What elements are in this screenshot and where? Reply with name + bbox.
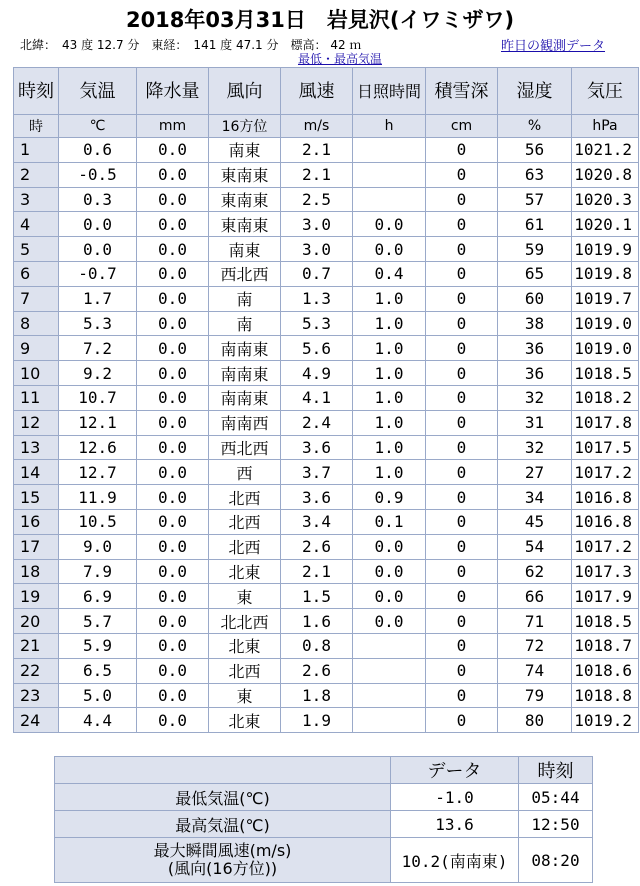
cell-sunshine: 1.0 (353, 410, 426, 435)
cell-precipitation: 0.0 (137, 460, 209, 485)
cell-hour: 7 (14, 286, 59, 311)
summary-row-max-gust (55, 838, 593, 883)
cell-wind-direction: 北西 (209, 509, 281, 534)
cell-pressure: 1020.8 (572, 162, 639, 187)
cell-wind-direction: 北東 (209, 559, 281, 584)
cell-precipitation: 0.0 (137, 584, 209, 609)
cell-temperature: 12.6 (59, 435, 137, 460)
cell-pressure: 1017.3 (572, 559, 639, 584)
cell-hour: 17 (14, 534, 59, 559)
table-row (14, 261, 639, 286)
cell-wind-direction: 北北西 (209, 609, 281, 634)
cell-pressure: 1018.6 (572, 658, 639, 683)
cell-precipitation: 0.0 (137, 261, 209, 286)
cell-humidity: 62 (498, 559, 572, 584)
summary-header-row (55, 757, 593, 784)
cell-snow-depth: 0 (426, 683, 498, 708)
cell-humidity: 32 (498, 385, 572, 410)
cell-precipitation: 0.0 (137, 138, 209, 163)
cell-wind-speed: 2.1 (281, 162, 353, 187)
cell-precipitation: 0.0 (137, 237, 209, 262)
cell-hour: 21 (14, 633, 59, 658)
cell-pressure: 1019.7 (572, 286, 639, 311)
cell-pressure: 1018.2 (572, 385, 639, 410)
summary-label: 最高気温(℃) (55, 811, 391, 838)
header-row (14, 68, 639, 115)
cell-pressure: 1017.9 (572, 584, 639, 609)
cell-hour: 18 (14, 559, 59, 584)
cell-humidity: 65 (498, 261, 572, 286)
cell-wind-speed: 0.8 (281, 633, 353, 658)
cell-hour: 19 (14, 584, 59, 609)
cell-humidity: 79 (498, 683, 572, 708)
header-snow-depth: 積雪深 (426, 68, 498, 115)
cell-sunshine (353, 633, 426, 658)
cell-wind-direction: 南南東 (209, 385, 281, 410)
cell-pressure: 1016.8 (572, 485, 639, 510)
cell-temperature: 0.0 (59, 212, 137, 237)
cell-sunshine (353, 162, 426, 187)
cell-humidity: 71 (498, 609, 572, 634)
summary-header-data: データ (391, 757, 519, 784)
cell-snow-depth: 0 (426, 237, 498, 262)
table-row (14, 162, 639, 187)
cell-temperature: 6.5 (59, 658, 137, 683)
cell-precipitation: 0.0 (137, 336, 209, 361)
cell-hour: 9 (14, 336, 59, 361)
table-row (14, 708, 639, 733)
cell-snow-depth: 0 (426, 187, 498, 212)
cell-snow-depth: 0 (426, 633, 498, 658)
cell-humidity: 38 (498, 311, 572, 336)
cell-wind-speed: 3.7 (281, 460, 353, 485)
summary-time: 12:50 (519, 811, 593, 838)
cell-temperature: 5.3 (59, 311, 137, 336)
header-temperature: 気温 (59, 68, 137, 115)
cell-precipitation: 0.0 (137, 212, 209, 237)
cell-snow-depth: 0 (426, 559, 498, 584)
cell-wind-speed: 4.9 (281, 361, 353, 386)
cell-wind-direction: 北東 (209, 708, 281, 733)
cell-sunshine: 0.0 (353, 559, 426, 584)
cell-sunshine: 0.4 (353, 261, 426, 286)
table-row (14, 633, 639, 658)
cell-temperature: 1.7 (59, 286, 137, 311)
cell-pressure: 1018.5 (572, 361, 639, 386)
cell-humidity: 36 (498, 361, 572, 386)
cell-hour: 14 (14, 460, 59, 485)
cell-snow-depth: 0 (426, 609, 498, 634)
summary-time: 08:20 (519, 838, 593, 883)
cell-temperature: 4.4 (59, 708, 137, 733)
cell-pressure: 1017.8 (572, 410, 639, 435)
cell-humidity: 34 (498, 485, 572, 510)
cell-wind-speed: 2.5 (281, 187, 353, 212)
table-row (14, 361, 639, 386)
cell-humidity: 27 (498, 460, 572, 485)
cell-humidity: 74 (498, 658, 572, 683)
cell-sunshine: 0.0 (353, 609, 426, 634)
cell-snow-depth: 0 (426, 584, 498, 609)
summary-time: 05:44 (519, 784, 593, 811)
unit-precipitation: mm (137, 115, 209, 138)
cell-wind-speed: 3.6 (281, 485, 353, 510)
table-row (14, 385, 639, 410)
cell-wind-speed: 1.3 (281, 286, 353, 311)
cell-snow-depth: 0 (426, 261, 498, 286)
cell-pressure: 1018.8 (572, 683, 639, 708)
cell-precipitation: 0.0 (137, 385, 209, 410)
cell-wind-direction: 南南西 (209, 410, 281, 435)
cell-snow-depth: 0 (426, 410, 498, 435)
cell-wind-direction: 西北西 (209, 435, 281, 460)
cell-hour: 1 (14, 138, 59, 163)
station-coordinates: 北緯： 43 度 12.7 分 東経： 141 度 47.1 分 標高： 42 ｍ (20, 38, 362, 52)
cell-temperature: 9.2 (59, 361, 137, 386)
cell-hour: 16 (14, 509, 59, 534)
cell-wind-speed: 2.6 (281, 534, 353, 559)
cell-snow-depth: 0 (426, 212, 498, 237)
cell-hour: 6 (14, 261, 59, 286)
cell-temperature: 9.0 (59, 534, 137, 559)
cell-precipitation: 0.0 (137, 361, 209, 386)
cell-pressure: 1020.3 (572, 187, 639, 212)
cell-humidity: 59 (498, 237, 572, 262)
cell-wind-direction: 南南東 (209, 361, 281, 386)
cell-temperature: 5.9 (59, 633, 137, 658)
cell-pressure: 1020.1 (572, 212, 639, 237)
cell-wind-direction: 南東 (209, 237, 281, 262)
cell-sunshine: 0.1 (353, 509, 426, 534)
cell-sunshine: 0.0 (353, 534, 426, 559)
header-pressure: 気圧 (572, 68, 639, 115)
cell-hour: 20 (14, 609, 59, 634)
cell-wind-speed: 3.6 (281, 435, 353, 460)
cell-temperature: 12.1 (59, 410, 137, 435)
unit-row (14, 115, 639, 138)
summary-label-line1: 最大瞬間風速(m/s) (153, 841, 292, 860)
cell-hour: 11 (14, 385, 59, 410)
cell-precipitation: 0.0 (137, 311, 209, 336)
unit-humidity: % (498, 115, 572, 138)
cell-humidity: 80 (498, 708, 572, 733)
cell-pressure: 1016.8 (572, 509, 639, 534)
summary-label-line2: (風向(16方位)) (167, 859, 278, 878)
cell-sunshine (353, 187, 426, 212)
cell-wind-direction: 西 (209, 460, 281, 485)
unit-sunshine: h (353, 115, 426, 138)
cell-sunshine: 0.0 (353, 237, 426, 262)
cell-humidity: 61 (498, 212, 572, 237)
cell-wind-speed: 2.6 (281, 658, 353, 683)
cell-hour: 12 (14, 410, 59, 435)
cell-snow-depth: 0 (426, 435, 498, 460)
table-row (14, 187, 639, 212)
cell-temperature: 0.3 (59, 187, 137, 212)
table-row (14, 336, 639, 361)
cell-hour: 23 (14, 683, 59, 708)
cell-precipitation: 0.0 (137, 633, 209, 658)
cell-wind-direction: 北西 (209, 534, 281, 559)
unit-temperature: ℃ (59, 115, 137, 138)
cell-sunshine (353, 658, 426, 683)
cell-pressure: 1021.2 (572, 138, 639, 163)
summary-row-max-temp (55, 811, 593, 838)
cell-precipitation: 0.0 (137, 410, 209, 435)
header-sunshine: 日照時間 (353, 68, 426, 115)
cell-sunshine: 1.0 (353, 286, 426, 311)
cell-hour: 5 (14, 237, 59, 262)
table-row (14, 658, 639, 683)
cell-snow-depth: 0 (426, 286, 498, 311)
cell-precipitation: 0.0 (137, 286, 209, 311)
cell-wind-direction: 西北西 (209, 261, 281, 286)
summary-label (55, 838, 391, 883)
cell-snow-depth: 0 (426, 509, 498, 534)
cell-wind-direction: 北西 (209, 485, 281, 510)
cell-temperature: 11.9 (59, 485, 137, 510)
summary-row-min-temp (55, 784, 593, 811)
summary-header-time: 時刻 (519, 757, 593, 784)
cell-humidity: 45 (498, 509, 572, 534)
table-row (14, 237, 639, 262)
cell-sunshine: 1.0 (353, 385, 426, 410)
unit-time: 時 (14, 115, 59, 138)
cell-hour: 3 (14, 187, 59, 212)
cell-sunshine: 1.0 (353, 435, 426, 460)
cell-temperature: -0.5 (59, 162, 137, 187)
cell-precipitation: 0.0 (137, 509, 209, 534)
table-row (14, 559, 639, 584)
cell-precipitation: 0.0 (137, 162, 209, 187)
table-row (14, 683, 639, 708)
hourly-observation-table (13, 67, 639, 733)
cell-humidity: 36 (498, 336, 572, 361)
cell-precipitation: 0.0 (137, 435, 209, 460)
summary-header-label (55, 757, 391, 784)
cell-temperature: 0.0 (59, 237, 137, 262)
cell-temperature: 7.2 (59, 336, 137, 361)
min-max-temperature-link[interactable]: 最低・最高気温 (297, 52, 382, 66)
cell-precipitation: 0.0 (137, 485, 209, 510)
cell-snow-depth: 0 (426, 385, 498, 410)
cell-precipitation: 0.0 (137, 609, 209, 634)
cell-snow-depth: 0 (426, 708, 498, 733)
table-row (14, 584, 639, 609)
cell-hour: 15 (14, 485, 59, 510)
cell-wind-speed: 2.1 (281, 138, 353, 163)
cell-hour: 4 (14, 212, 59, 237)
table-row (14, 435, 639, 460)
cell-wind-speed: 2.1 (281, 559, 353, 584)
cell-snow-depth: 0 (426, 162, 498, 187)
cell-pressure: 1017.2 (572, 534, 639, 559)
cell-temperature: -0.7 (59, 261, 137, 286)
unit-wind-direction: 16方位 (209, 115, 281, 138)
summary-label: 最低気温(℃) (55, 784, 391, 811)
cell-temperature: 10.7 (59, 385, 137, 410)
cell-snow-depth: 0 (426, 361, 498, 386)
cell-temperature: 6.9 (59, 584, 137, 609)
cell-wind-direction: 東 (209, 584, 281, 609)
header-wind-speed: 風速 (281, 68, 353, 115)
cell-pressure: 1019.8 (572, 261, 639, 286)
cell-humidity: 56 (498, 138, 572, 163)
cell-wind-speed: 3.0 (281, 212, 353, 237)
cell-wind-direction: 南南東 (209, 336, 281, 361)
cell-wind-direction: 東南東 (209, 187, 281, 212)
cell-sunshine (353, 138, 426, 163)
cell-temperature: 5.0 (59, 683, 137, 708)
previous-day-link[interactable]: 昨日の観測データ (501, 39, 606, 54)
cell-temperature: 5.7 (59, 609, 137, 634)
cell-temperature: 0.6 (59, 138, 137, 163)
cell-hour: 13 (14, 435, 59, 460)
summary-table (54, 756, 593, 883)
header-time: 時刻 (14, 68, 59, 115)
table-row (14, 311, 639, 336)
cell-wind-direction: 南 (209, 311, 281, 336)
cell-precipitation: 0.0 (137, 187, 209, 212)
cell-pressure: 1019.9 (572, 237, 639, 262)
cell-wind-speed: 2.4 (281, 410, 353, 435)
cell-wind-speed: 1.9 (281, 708, 353, 733)
cell-wind-speed: 1.6 (281, 609, 353, 634)
table-row (14, 609, 639, 634)
header-humidity: 湿度 (498, 68, 572, 115)
table-row (14, 534, 639, 559)
cell-sunshine: 1.0 (353, 361, 426, 386)
cell-wind-speed: 3.4 (281, 509, 353, 534)
cell-pressure: 1018.5 (572, 609, 639, 634)
cell-snow-depth: 0 (426, 534, 498, 559)
cell-precipitation: 0.0 (137, 534, 209, 559)
cell-humidity: 32 (498, 435, 572, 460)
cell-wind-speed: 5.3 (281, 311, 353, 336)
cell-temperature: 10.5 (59, 509, 137, 534)
unit-snow-depth: cm (426, 115, 498, 138)
cell-humidity: 54 (498, 534, 572, 559)
cell-humidity: 60 (498, 286, 572, 311)
cell-wind-direction: 東南東 (209, 212, 281, 237)
cell-pressure: 1018.7 (572, 633, 639, 658)
cell-hour: 2 (14, 162, 59, 187)
cell-humidity: 57 (498, 187, 572, 212)
summary-value: -1.0 (391, 784, 519, 811)
cell-temperature: 7.9 (59, 559, 137, 584)
cell-wind-direction: 北東 (209, 633, 281, 658)
table-row (14, 212, 639, 237)
cell-wind-speed: 1.8 (281, 683, 353, 708)
cell-humidity: 66 (498, 584, 572, 609)
cell-snow-depth: 0 (426, 311, 498, 336)
cell-sunshine: 0.0 (353, 584, 426, 609)
cell-humidity: 63 (498, 162, 572, 187)
cell-wind-speed: 1.5 (281, 584, 353, 609)
cell-pressure: 1019.0 (572, 311, 639, 336)
cell-pressure: 1017.5 (572, 435, 639, 460)
unit-pressure: hPa (572, 115, 639, 138)
cell-pressure: 1019.2 (572, 708, 639, 733)
cell-precipitation: 0.0 (137, 708, 209, 733)
cell-precipitation: 0.0 (137, 683, 209, 708)
cell-wind-direction: 東南東 (209, 162, 281, 187)
cell-wind-direction: 北西 (209, 658, 281, 683)
cell-snow-depth: 0 (426, 460, 498, 485)
cell-pressure: 1017.2 (572, 460, 639, 485)
cell-snow-depth: 0 (426, 658, 498, 683)
cell-sunshine (353, 683, 426, 708)
cell-hour: 8 (14, 311, 59, 336)
header-precipitation: 降水量 (137, 68, 209, 115)
cell-sunshine (353, 708, 426, 733)
cell-wind-speed: 3.0 (281, 237, 353, 262)
cell-humidity: 72 (498, 633, 572, 658)
unit-wind-speed: m/s (281, 115, 353, 138)
cell-sunshine: 0.9 (353, 485, 426, 510)
cell-snow-depth: 0 (426, 138, 498, 163)
header-wind-direction: 風向 (209, 68, 281, 115)
cell-humidity: 31 (498, 410, 572, 435)
cell-wind-speed: 5.6 (281, 336, 353, 361)
cell-wind-speed: 4.1 (281, 385, 353, 410)
cell-wind-direction: 東 (209, 683, 281, 708)
cell-temperature: 12.7 (59, 460, 137, 485)
cell-wind-direction: 南 (209, 286, 281, 311)
cell-sunshine: 1.0 (353, 311, 426, 336)
cell-sunshine: 1.0 (353, 336, 426, 361)
cell-hour: 22 (14, 658, 59, 683)
cell-sunshine: 0.0 (353, 212, 426, 237)
page-title: 2018年03月31日 岩見沢(イワミザワ) (125, 8, 515, 32)
cell-sunshine: 1.0 (353, 460, 426, 485)
cell-precipitation: 0.0 (137, 559, 209, 584)
table-row (14, 460, 639, 485)
table-row (14, 485, 639, 510)
cell-hour: 24 (14, 708, 59, 733)
summary-value: 10.2(南南東) (391, 838, 519, 883)
cell-snow-depth: 0 (426, 336, 498, 361)
cell-snow-depth: 0 (426, 485, 498, 510)
cell-pressure: 1019.0 (572, 336, 639, 361)
table-row (14, 509, 639, 534)
table-row (14, 286, 639, 311)
cell-wind-speed: 0.7 (281, 261, 353, 286)
cell-wind-direction: 南東 (209, 138, 281, 163)
table-row (14, 138, 639, 163)
cell-precipitation: 0.0 (137, 658, 209, 683)
cell-hour: 10 (14, 361, 59, 386)
summary-value: 13.6 (391, 811, 519, 838)
table-row (14, 410, 639, 435)
